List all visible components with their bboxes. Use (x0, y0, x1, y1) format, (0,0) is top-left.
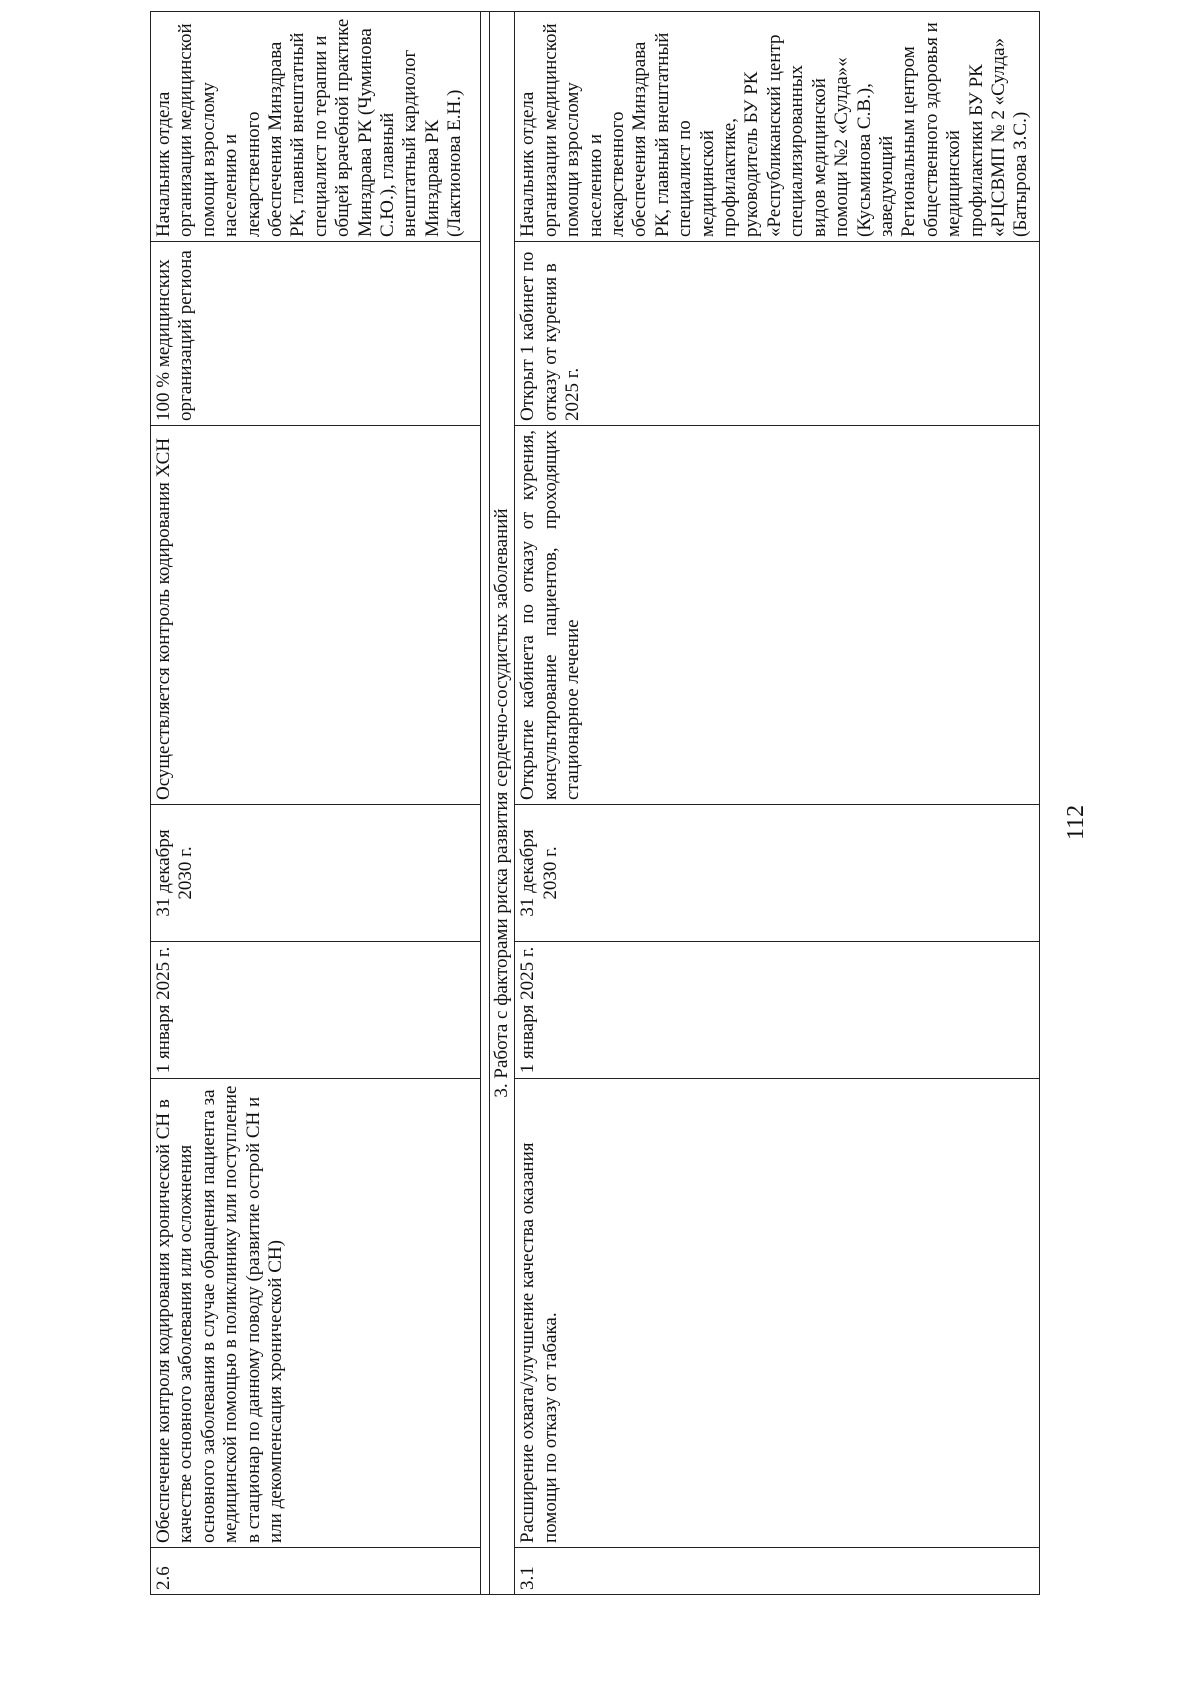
responsible-cell: Начальник отдела организации медицинской помощи взрослому населению и лекарственного обеспечения Минздрава РК, главный внештатный специалист по медицинской профилактике, руководитель БУ РК «Республиканский центр специализированных видов медицинской помощи №2 «Сулда»« (Кусьминова С.В.), заведующий Региональным центром общественного здоровья и медицинской профилактики БУ РК «РЦСВМП № 2 «Сулда» (Батырова З.С.) (515, 12, 1040, 242)
activity-cell: Расширение охвата/улучшение качества оказания помощи по отказу от табака. (515, 1079, 1040, 1548)
end-date-cell: 31 декабря 2030 г. (151, 805, 481, 942)
row-number-cell: 3.1 (515, 1548, 1040, 1595)
indicator-cell: 100 % медицинских организаций региона (151, 242, 481, 426)
spacer-row (481, 12, 490, 1595)
activity-cell: Обеспечение контроля кодирования хронической СН в качестве основного заболевания или осложнения основного заболевания в случае обращения пациента за медицинской помощью в поликлинику или поступление в стационар по данному поводу (развитие острой СН и или декомпенсация хронической СН) (151, 1079, 481, 1548)
start-date-cell: 1 января 2025 г. (151, 942, 481, 1079)
row-number-cell: 2.6 (151, 1548, 481, 1595)
spacer-cell (481, 12, 490, 1595)
result-cell: Открытие кабинета по отказу от курения, консультирование пациентов, проходящих стационарное лечение (515, 426, 1040, 805)
section-title: 3. Работа с факторами риска развития сердечно-сосудистых заболеваний (490, 12, 515, 1595)
action-plan-table (150, 11, 1040, 1595)
indicator-cell: Открыт 1 кабинет по отказу от курения в 2025 г. (515, 242, 1040, 426)
table-row (515, 12, 1040, 1595)
page-number: 112 (1063, 804, 1089, 840)
end-date-cell: 31 декабря 2030 г. (515, 805, 1040, 942)
rotated-table-sheet (150, 18, 1070, 1595)
start-date-cell: 1 января 2025 г. (515, 942, 1040, 1079)
section-header-row (490, 12, 515, 1595)
responsible-cell: Начальник отдела организации медицинской помощи взрослому населению и лекарственного обеспечения Минздрава РК, главный внештатный специалист по терапии и общей врачебной практике Минздрава РК (Чуминова С.Ю.), главный внештатный кардиолог Минздрава РК (Лактионова Е.Н.) (151, 12, 481, 242)
table-row (151, 12, 481, 1595)
result-cell: Осуществляется контроль кодирования ХСН (151, 426, 481, 805)
